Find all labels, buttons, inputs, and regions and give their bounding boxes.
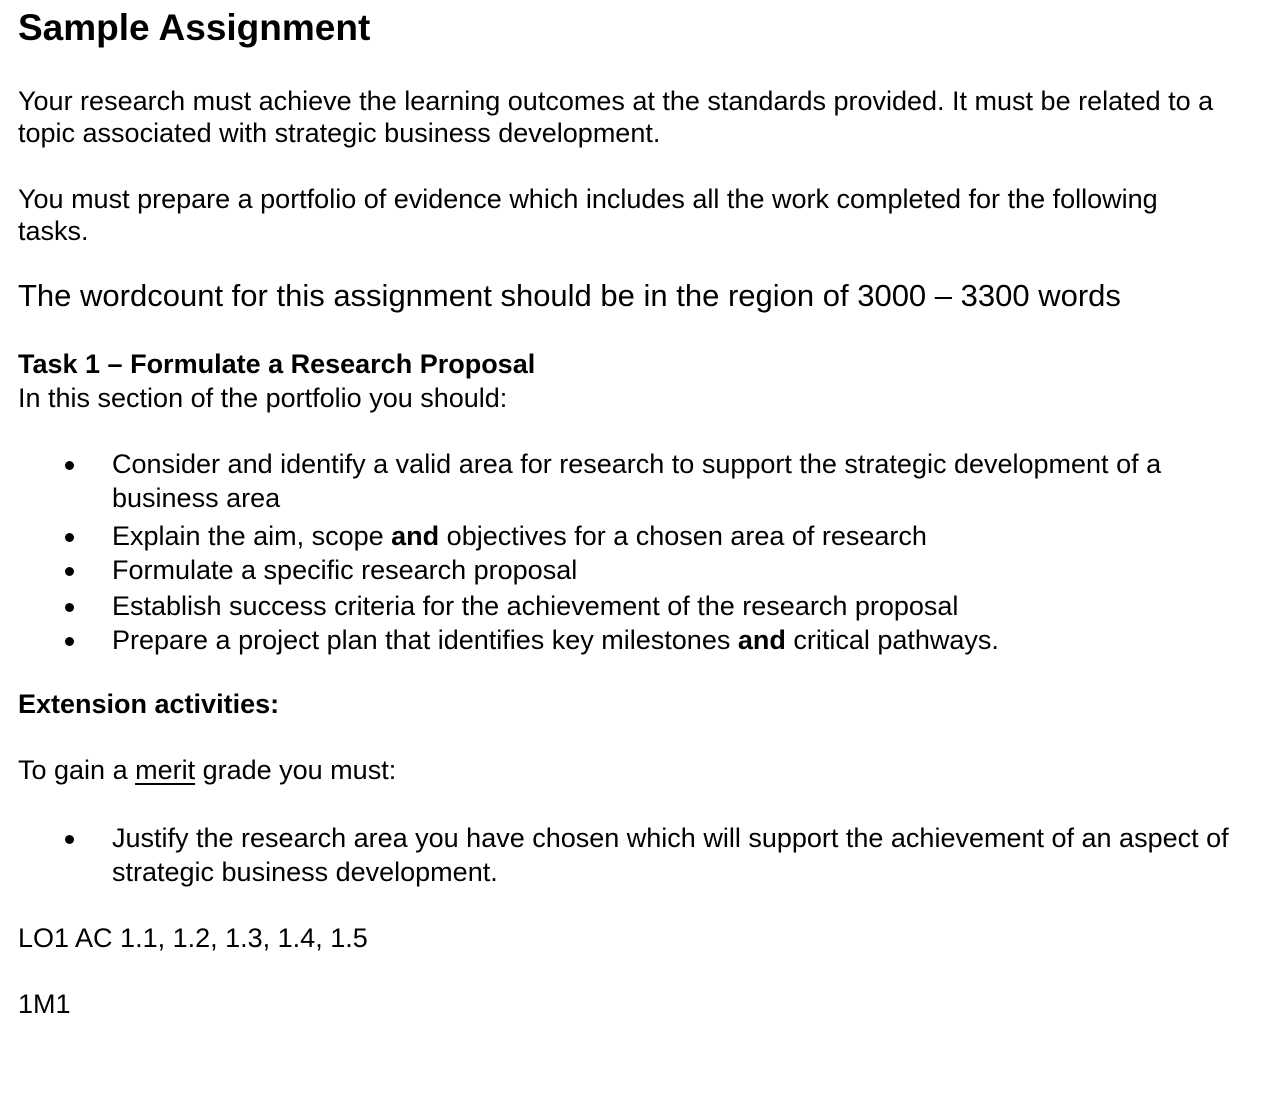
- list-item: [18, 589, 1258, 623]
- merit-instruction: [18, 753, 396, 787]
- list-item-text-start: Explain the aim, scope: [112, 521, 392, 551]
- learning-outcomes-reference: LO1 AC 1.1, 1.2, 1.3, 1.4, 1.5: [18, 923, 368, 953]
- extension-heading: Extension activities:: [18, 689, 280, 719]
- list-item: [18, 553, 1258, 587]
- task1-heading: Task 1 – Formulate a Research Proposal: [18, 349, 536, 379]
- list-item-text: Formulate a specific research proposal: [112, 555, 578, 585]
- wordcount-note: The wordcount for this assignment should be in the region of 3000 – 3300 words: [18, 278, 1121, 313]
- task1-intro: In this section of the portfolio you should:: [18, 383, 508, 413]
- list-item-bold-word: and: [391, 521, 440, 551]
- grade-code: 1M1: [18, 989, 71, 1019]
- list-item: [18, 821, 1258, 891]
- merit-text-start: To gain a: [18, 755, 136, 785]
- list-item-text-end: critical pathways.: [785, 625, 999, 655]
- list-item-text: Consider and identify a valid area for research to support the strategic development of a business area: [112, 449, 1162, 513]
- list-item: [18, 519, 1258, 553]
- list-item-bold-word: and: [737, 625, 786, 655]
- intro-paragraph-2: You must prepare a portfolio of evidence which includes all the work completed for the following tasks.: [18, 184, 1158, 246]
- bullet-icon: [65, 637, 74, 646]
- bullet-icon: [65, 603, 74, 612]
- list-item-text-start: Prepare a project plan that identifies key milestones: [112, 625, 738, 655]
- extension-bullet-list: [18, 821, 1258, 891]
- list-item: [18, 447, 1258, 517]
- task1-bullet-list: [18, 447, 1258, 657]
- merit-text-end: grade you must:: [195, 755, 397, 785]
- bullet-icon: [65, 835, 74, 844]
- list-item-text: Justify the research area you have chosen which will support the achievement of an aspect of strategic business development.: [112, 823, 1229, 887]
- document-title: Sample Assignment: [18, 7, 371, 48]
- intro-paragraph-1: Your research must achieve the learning outcomes at the standards provided. It must be related to a topic associated with strategic business development.: [18, 86, 1214, 148]
- bullet-icon: [65, 461, 74, 470]
- bullet-icon: [65, 533, 74, 542]
- list-item-text-end: objectives for a chosen area of research: [439, 521, 927, 551]
- list-item-text: Establish success criteria for the achievement of the research proposal: [112, 591, 959, 621]
- list-item: [18, 623, 1258, 657]
- bullet-icon: [65, 567, 74, 576]
- merit-underlined-word: merit: [135, 755, 196, 785]
